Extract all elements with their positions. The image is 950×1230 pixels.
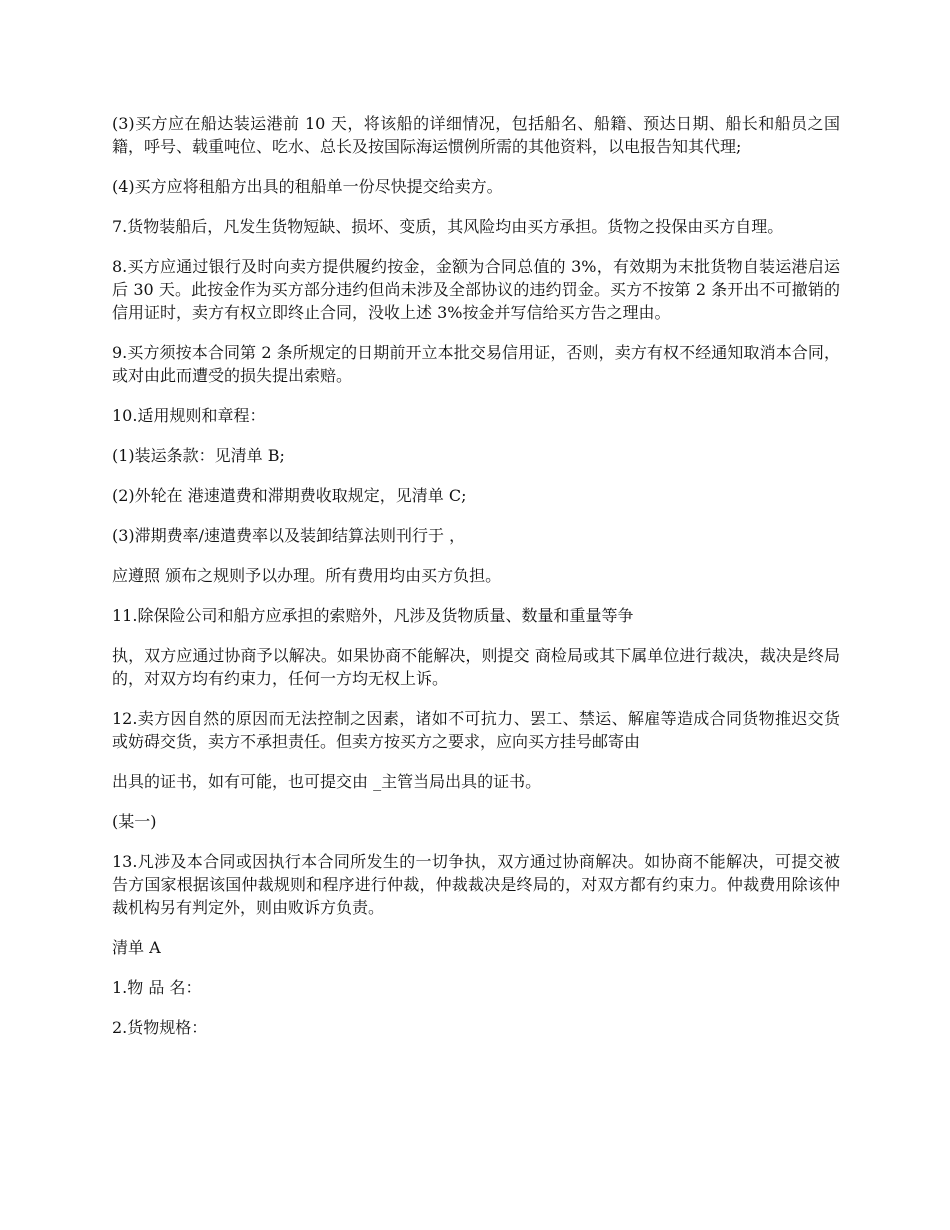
list-a-item-2: 2.货物规格： bbox=[112, 1018, 208, 1037]
clause-7-risk: 7.货物装船后，凡发生货物短缺、损坏、变质，其风险均由买方承担。货物之投保由买方自理。 bbox=[112, 217, 784, 236]
clause-9-credit: 9.买方须按本合同第 2 条所规定的日期前开立本批交易信用证，否则，卖方有权不经通知取消本合同，或对由此而遭受的损失提出索赔。 bbox=[112, 343, 840, 385]
clause-10-3: (3)滞期费率/速遣费率以及装卸结算法则刊行于 ， bbox=[112, 526, 466, 545]
clause-11-cont: 执，双方应通过协商予以解决。如果协商不能解决，则提交 商检局或其下属单位进行裁决，裁决是终局的，对双方均有约束力，任何一方均无权上诉。 bbox=[112, 646, 840, 688]
clause-3-notice: (3)买方应在船达装运港前 10 天，将该船的详细情况，包括船名、船籍、预达日期、船长和船员之国籍，呼号、载重吨位、吃水、总长及按国际海运惯例所需的其他资料，以电报告知其代理; bbox=[112, 114, 840, 156]
contract-document bbox=[112, 112, 840, 1056]
clause-12-cont: 出具的证书，如有可能，也可提交由 _主管当局出具的证书。 bbox=[112, 772, 542, 791]
clause-10-2: (2)外轮在 港速遣费和滞期费收取规定，见清单 C; bbox=[112, 486, 467, 505]
clause-12-start: 12.卖方因自然的原因而无法控制之因素，诸如不可抗力、罢工、禁运、解雇等造成合同货物推迟交货或妨碍交货，卖方不承担责任。但卖方按买方之要求，应向买方挂号邮寄由 bbox=[112, 709, 840, 751]
clause-10-3-cont: 应遵照 颁布之规则予以办理。所有费用均由买方负担。 bbox=[112, 566, 502, 585]
clause-8-deposit: 8.买方应通过银行及时向卖方提供履约按金，金额为合同总值的 3%，有效期为末批货物自装运港启运后 30 天。此按金作为买方部分违约但尚未涉及全部协议的违约罚金。买方不按第 2 条开出不可撤销的信用证时，卖方有权立即终止合同，没收上述 3%按金并写信给买方告之理由。 bbox=[112, 257, 840, 322]
list-a-item-1: 1.物 品 名： bbox=[112, 978, 202, 997]
clause-11-start: 11.除保险公司和船方应承担的索赔外，凡涉及货物质量、数量和重量等争 bbox=[112, 606, 634, 625]
clause-4-charter: (4)买方应将租船方出具的租船单一份尽快提交给卖方。 bbox=[112, 177, 503, 196]
clause-13-arbitration: 13.凡涉及本合同或因执行本合同所发生的一切争执，双方通过协商解决。如协商不能解决，可提交被告方国家根据该国仲裁规则和程序进行仲裁，仲裁裁决是终局的，对双方都有约束力。仲裁费用除该仲裁机构另有判定外，则由败诉方负责。 bbox=[112, 852, 840, 917]
clause-12-note: (某一) bbox=[112, 812, 157, 831]
clause-10-1: (1)装运条款：见清单 B; bbox=[112, 446, 285, 465]
clause-10-heading: 10.适用规则和章程： bbox=[112, 406, 266, 425]
list-a-title: 清单 A bbox=[112, 938, 161, 957]
